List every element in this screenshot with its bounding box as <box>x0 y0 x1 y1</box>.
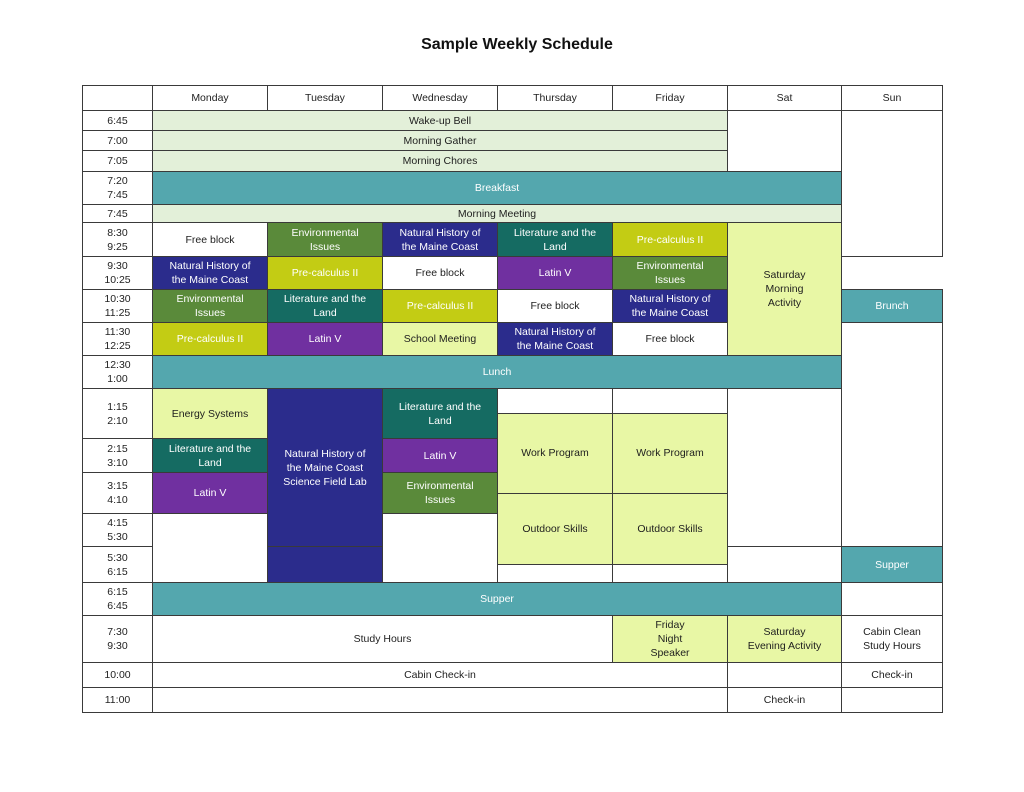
time-label: 5:30 6:15 <box>82 546 153 583</box>
schedule-block: Natural History of the Maine Coast <box>382 222 498 257</box>
schedule-block: Supper <box>152 582 842 616</box>
day-header: Tuesday <box>267 85 383 111</box>
day-header: Sun <box>841 85 943 111</box>
schedule-block <box>841 687 943 713</box>
schedule-block: Latin V <box>497 256 613 290</box>
schedule-block: Natural History of the Maine Coast <box>497 322 613 356</box>
time-label: 12:30 1:00 <box>82 355 153 389</box>
weekly-schedule-grid <box>82 85 942 713</box>
schedule-block: Saturday Evening Activity <box>727 615 842 663</box>
time-label: 7:00 <box>82 130 153 151</box>
schedule-block: Friday Night Speaker <box>612 615 728 663</box>
day-header: Monday <box>152 85 268 111</box>
schedule-block <box>612 388 728 414</box>
schedule-block <box>382 513 498 583</box>
schedule-block: Literature and the Land <box>152 438 268 473</box>
schedule-block: Natural History of the Maine Coast <box>152 256 268 290</box>
schedule-block <box>841 322 943 547</box>
schedule-block <box>841 110 943 257</box>
schedule-block: Cabin Check-in <box>152 662 728 688</box>
schedule-block: Morning Meeting <box>152 204 842 223</box>
schedule-block <box>152 513 268 583</box>
schedule-block: Check-in <box>727 687 842 713</box>
time-label: 6:45 <box>82 110 153 131</box>
day-header: Sat <box>727 85 842 111</box>
schedule-block <box>727 546 842 583</box>
schedule-block: Check-in <box>841 662 943 688</box>
time-label: 6:15 6:45 <box>82 582 153 616</box>
time-label: 2:15 3:10 <box>82 438 153 473</box>
schedule-block: Literature and the Land <box>497 222 613 257</box>
schedule-block: Brunch <box>841 289 943 323</box>
day-header: Thursday <box>497 85 613 111</box>
schedule-block <box>612 564 728 583</box>
time-label: 10:00 <box>82 662 153 688</box>
time-label: 4:15 5:30 <box>82 513 153 547</box>
schedule-block: Work Program <box>497 413 613 494</box>
day-header: Wednesday <box>382 85 498 111</box>
schedule-block: Environmental Issues <box>152 289 268 323</box>
schedule-block <box>497 388 613 414</box>
schedule-block: Pre-calculus II <box>382 289 498 323</box>
schedule-block: Literature and the Land <box>382 388 498 439</box>
schedule-block <box>152 687 728 713</box>
time-label: 11:00 <box>82 687 153 713</box>
time-label: 3:15 4:10 <box>82 472 153 514</box>
time-label: 7:30 9:30 <box>82 615 153 663</box>
schedule-block: Environmental Issues <box>612 256 728 290</box>
schedule-block: Free block <box>497 289 613 323</box>
schedule-block: Saturday Morning Activity <box>727 222 842 356</box>
time-label: 7:20 7:45 <box>82 171 153 205</box>
schedule-block: Environmental Issues <box>382 472 498 514</box>
page-title: Sample Weekly Schedule <box>421 36 613 53</box>
time-label: 9:30 10:25 <box>82 256 153 290</box>
schedule-block <box>727 662 842 688</box>
schedule-block: Morning Gather <box>152 130 728 151</box>
schedule-block: Latin V <box>382 438 498 473</box>
schedule-block: Pre-calculus II <box>152 322 268 356</box>
time-label: 7:05 <box>82 150 153 172</box>
schedule-block: Environmental Issues <box>267 222 383 257</box>
schedule-block: Outdoor Skills <box>612 493 728 566</box>
schedule-block <box>841 582 943 616</box>
schedule-block: Free block <box>612 322 728 356</box>
day-header: Friday <box>612 85 728 111</box>
schedule-block: Pre-calculus II <box>267 256 383 290</box>
header-corner <box>82 85 153 111</box>
time-label: 11:30 12:25 <box>82 322 153 356</box>
schedule-block: Free block <box>382 256 498 290</box>
schedule-block: Energy Systems <box>152 388 268 439</box>
schedule-block: Latin V <box>152 472 268 514</box>
schedule-block: Breakfast <box>152 171 842 205</box>
schedule-block: School Meeting <box>382 322 498 356</box>
schedule-block: Supper <box>841 546 943 583</box>
schedule-block <box>727 110 842 172</box>
schedule-block: Cabin Clean Study Hours <box>841 615 943 663</box>
time-label: 7:45 <box>82 204 153 223</box>
schedule-block: Natural History of the Maine Coast <box>612 289 728 323</box>
time-label: 1:15 2:10 <box>82 388 153 439</box>
schedule-block: Natural History of the Maine Coast Science Field Lab <box>267 388 383 547</box>
time-label: 8:30 9:25 <box>82 222 153 257</box>
schedule-block: Pre-calculus II <box>612 222 728 257</box>
schedule-block: Lunch <box>152 355 842 389</box>
schedule-block <box>267 546 383 583</box>
schedule-block <box>727 388 842 547</box>
schedule-block: Outdoor Skills <box>497 493 613 566</box>
schedule-block: Wake-up Bell <box>152 110 728 131</box>
schedule-block: Work Program <box>612 413 728 494</box>
schedule-block: Free block <box>152 222 268 257</box>
schedule-block: Morning Chores <box>152 150 728 172</box>
schedule-block: Latin V <box>267 322 383 356</box>
schedule-block: Study Hours <box>152 615 613 663</box>
schedule-block <box>497 564 613 583</box>
time-label: 10:30 11:25 <box>82 289 153 323</box>
schedule-block: Literature and the Land <box>267 289 383 323</box>
